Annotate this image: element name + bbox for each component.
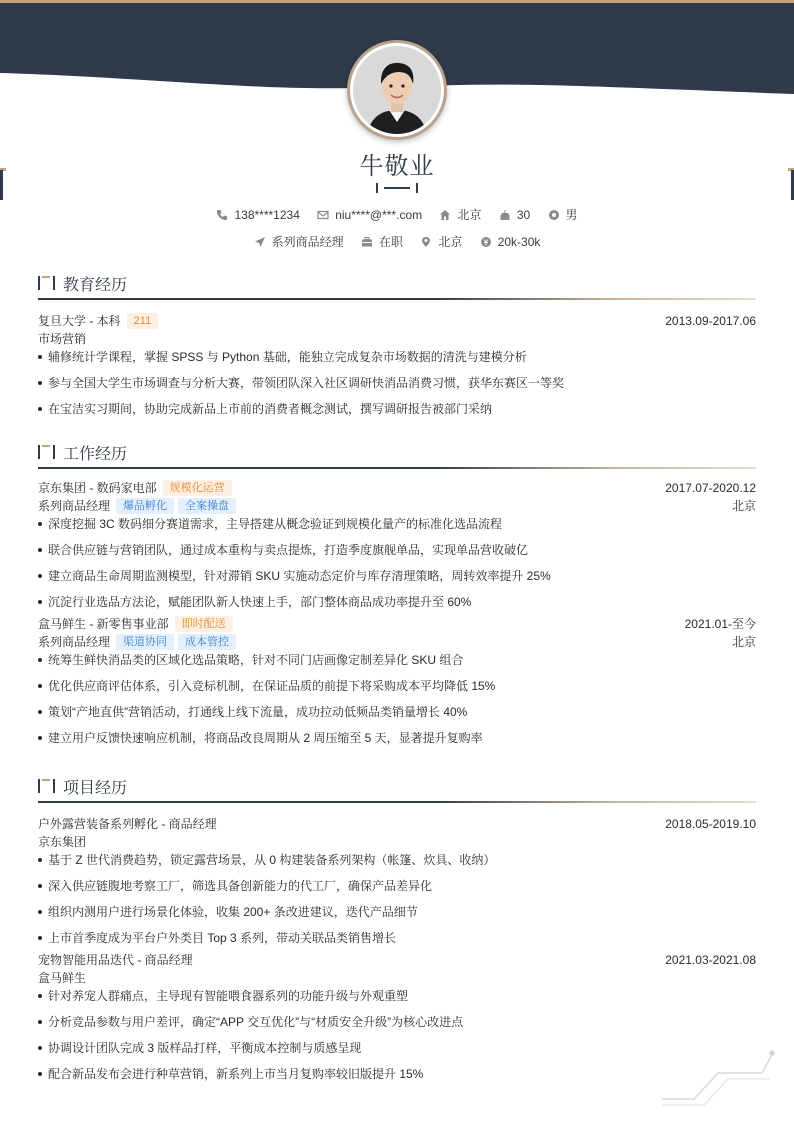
company-tag: 规模化运营 xyxy=(163,480,232,496)
send-icon xyxy=(254,236,266,248)
work-title: 工作经历 xyxy=(63,446,128,463)
work-date: 2021.01-至今 xyxy=(684,617,756,631)
status-item xyxy=(361,233,403,250)
phone-item xyxy=(216,208,299,222)
email-item xyxy=(317,208,422,222)
school-name: 复旦大学 - 本科 xyxy=(38,314,121,328)
list-item: 组织内测用户进行场景化体验，收集 200+ 条改进建议，迭代产品细节 xyxy=(38,903,756,929)
education-title: 教育经历 xyxy=(63,277,128,294)
list-item: 优化供应商评估体系，引入竞标机制，在保证品质的前提下将采购成本平均降低 15% xyxy=(38,677,756,703)
list-item: 上市首季度成为平台户外类目 Top 3 系列，带动关联品类销售增长 xyxy=(38,929,756,951)
position-text: 系列商品经理 xyxy=(271,235,344,249)
section-marker-icon xyxy=(38,779,56,793)
list-item: 针对养宠人群痛点，主导现有智能喂食器系列的功能升级与外观重塑 xyxy=(38,987,756,1013)
school-tag: 211 xyxy=(127,313,159,329)
gender-text: 男 xyxy=(565,208,578,222)
project-date: 2018.05-2019.10 xyxy=(665,817,756,831)
project-entry xyxy=(38,951,756,1091)
education-entry xyxy=(38,312,756,426)
phone-text: 138****1234 xyxy=(234,207,300,222)
age-text: 30 xyxy=(516,207,531,222)
list-item: 建立商品生命周期监测模型，针对滞销 SKU 实施动态定价与库存清理策略，周转效率提升 25% xyxy=(38,567,756,593)
work-location: 北京 xyxy=(731,635,756,649)
home-icon xyxy=(439,209,451,221)
residence-item xyxy=(439,206,481,223)
candidate-name: 牛敬业 xyxy=(359,153,435,180)
role-name: 系列商品经理 xyxy=(38,499,111,513)
project-name: 宠物智能用品迭代 - 商品经理 xyxy=(38,953,193,967)
city-item xyxy=(420,233,462,250)
email-text: niu****@***.com xyxy=(335,207,423,222)
location-pin-icon xyxy=(420,236,432,248)
list-item: 深入供应链腹地考察工厂，筛选具备创新能力的代工厂，确保产品差异化 xyxy=(38,877,756,903)
education-date: 2013.09-2017.06 xyxy=(665,314,756,328)
residence-text: 北京 xyxy=(457,208,482,222)
section-marker-icon xyxy=(38,276,56,290)
city-text: 北京 xyxy=(438,235,463,249)
project-name: 户外露营装备系列孵化 - 商品经理 xyxy=(38,817,217,831)
role-tag: 渠道协同 xyxy=(116,634,174,650)
section-divider xyxy=(38,801,756,803)
role-tag: 全案操盘 xyxy=(178,498,236,514)
work-entry xyxy=(38,479,756,615)
briefcase-icon xyxy=(361,236,373,248)
list-item: 沉淀行业选品方法论，赋能团队新人快速上手，部门整体商品成功率提升至 60% xyxy=(38,593,756,615)
role-tag: 成本管控 xyxy=(178,634,236,650)
list-item: 在宝洁实习期间，协助完成新品上市前的消费者概念测试，撰写调研报告被部门采纳 xyxy=(38,400,756,426)
project-date: 2021.03-2021.08 xyxy=(665,953,756,967)
list-item: 辅修统计学课程，掌握 SPSS 与 Python 基础，能独立完成复杂市场数据的清洗与建模分析 xyxy=(38,348,756,374)
work-section xyxy=(38,439,756,755)
project-org: 京东集团 xyxy=(38,835,87,849)
list-item: 配合新品发布会进行种草营销，新系列上市当月复购率较旧版提升 15% xyxy=(38,1065,756,1091)
list-item: 策划“产地直供”营销活动，打通线上线下流量，成功拉动低频品类销量增长 40% xyxy=(38,703,756,729)
company-name: 京东集团 - 数码家电部 xyxy=(38,481,157,495)
mail-icon xyxy=(317,209,329,221)
work-entry xyxy=(38,615,756,755)
job-intent-row xyxy=(0,233,794,251)
education-header xyxy=(38,270,756,300)
salary-item xyxy=(480,235,541,249)
company-name: 盒马鲜生 - 新零售事业部 xyxy=(38,617,169,631)
status-text: 在职 xyxy=(378,235,403,249)
avatar xyxy=(347,40,447,140)
education-section xyxy=(38,270,756,426)
list-item: 联合供应链与营销团队，通过成本重构与卖点提炼，打造季度旗舰单品，实现单品营收破亿 xyxy=(38,541,756,567)
work-date: 2017.07-2020.12 xyxy=(665,481,756,495)
list-item: 分析竞品参数与用户差评，确定“APP 交互优化”与“材质安全升级”为核心改进点 xyxy=(38,1013,756,1039)
projects-title: 项目经历 xyxy=(63,780,128,797)
salary-text: 20k-30k xyxy=(497,234,541,249)
list-item: 协调设计团队完成 3 版样品打样，平衡成本控制与质感呈现 xyxy=(38,1039,756,1065)
section-divider xyxy=(38,467,756,469)
list-item: 深度挖掘 3C 数码细分赛道需求，主导搭建从概念验证到规模化量产的标准化选品流程 xyxy=(38,515,756,541)
work-header xyxy=(38,439,756,469)
major: 市场营销 xyxy=(38,332,87,346)
project-org: 盒马鲜生 xyxy=(38,971,87,985)
section-divider xyxy=(38,298,756,300)
company-tag: 即时配送 xyxy=(175,616,233,632)
list-item: 参与全国大学生市场调查与分析大赛，带领团队深入社区调研快消品消费习惯，获华东赛区一等奖 xyxy=(38,374,756,400)
phone-icon xyxy=(216,209,228,221)
gender-icon xyxy=(548,209,560,221)
role-name: 系列商品经理 xyxy=(38,635,111,649)
salary-icon xyxy=(480,236,492,248)
project-entry xyxy=(38,815,756,951)
work-location: 北京 xyxy=(731,499,756,513)
corner-decoration xyxy=(658,1045,778,1107)
list-item: 基于 Z 世代消费趋势，锁定露营场景，从 0 构建装备系列架构（帐篷、炊具、收纳） xyxy=(38,851,756,877)
list-item: 建立用户反馈快速响应机制，将商品改良周期从 2 周压缩至 5 天，显著提升复购率 xyxy=(38,729,756,755)
gender-item xyxy=(548,206,578,223)
list-item: 统筹生鲜快消品类的区域化选品策略，针对不同门店画像定制差异化 SKU 组合 xyxy=(38,651,756,677)
avatar-photo xyxy=(353,46,441,134)
name-divider xyxy=(376,183,418,193)
projects-header xyxy=(38,773,756,803)
age-item xyxy=(499,208,530,222)
role-tag: 爆品孵化 xyxy=(116,498,174,514)
projects-section xyxy=(38,773,756,1091)
cake-icon xyxy=(499,209,511,221)
position-item xyxy=(254,233,344,250)
contact-info-row xyxy=(0,206,794,224)
section-marker-icon xyxy=(38,445,56,459)
